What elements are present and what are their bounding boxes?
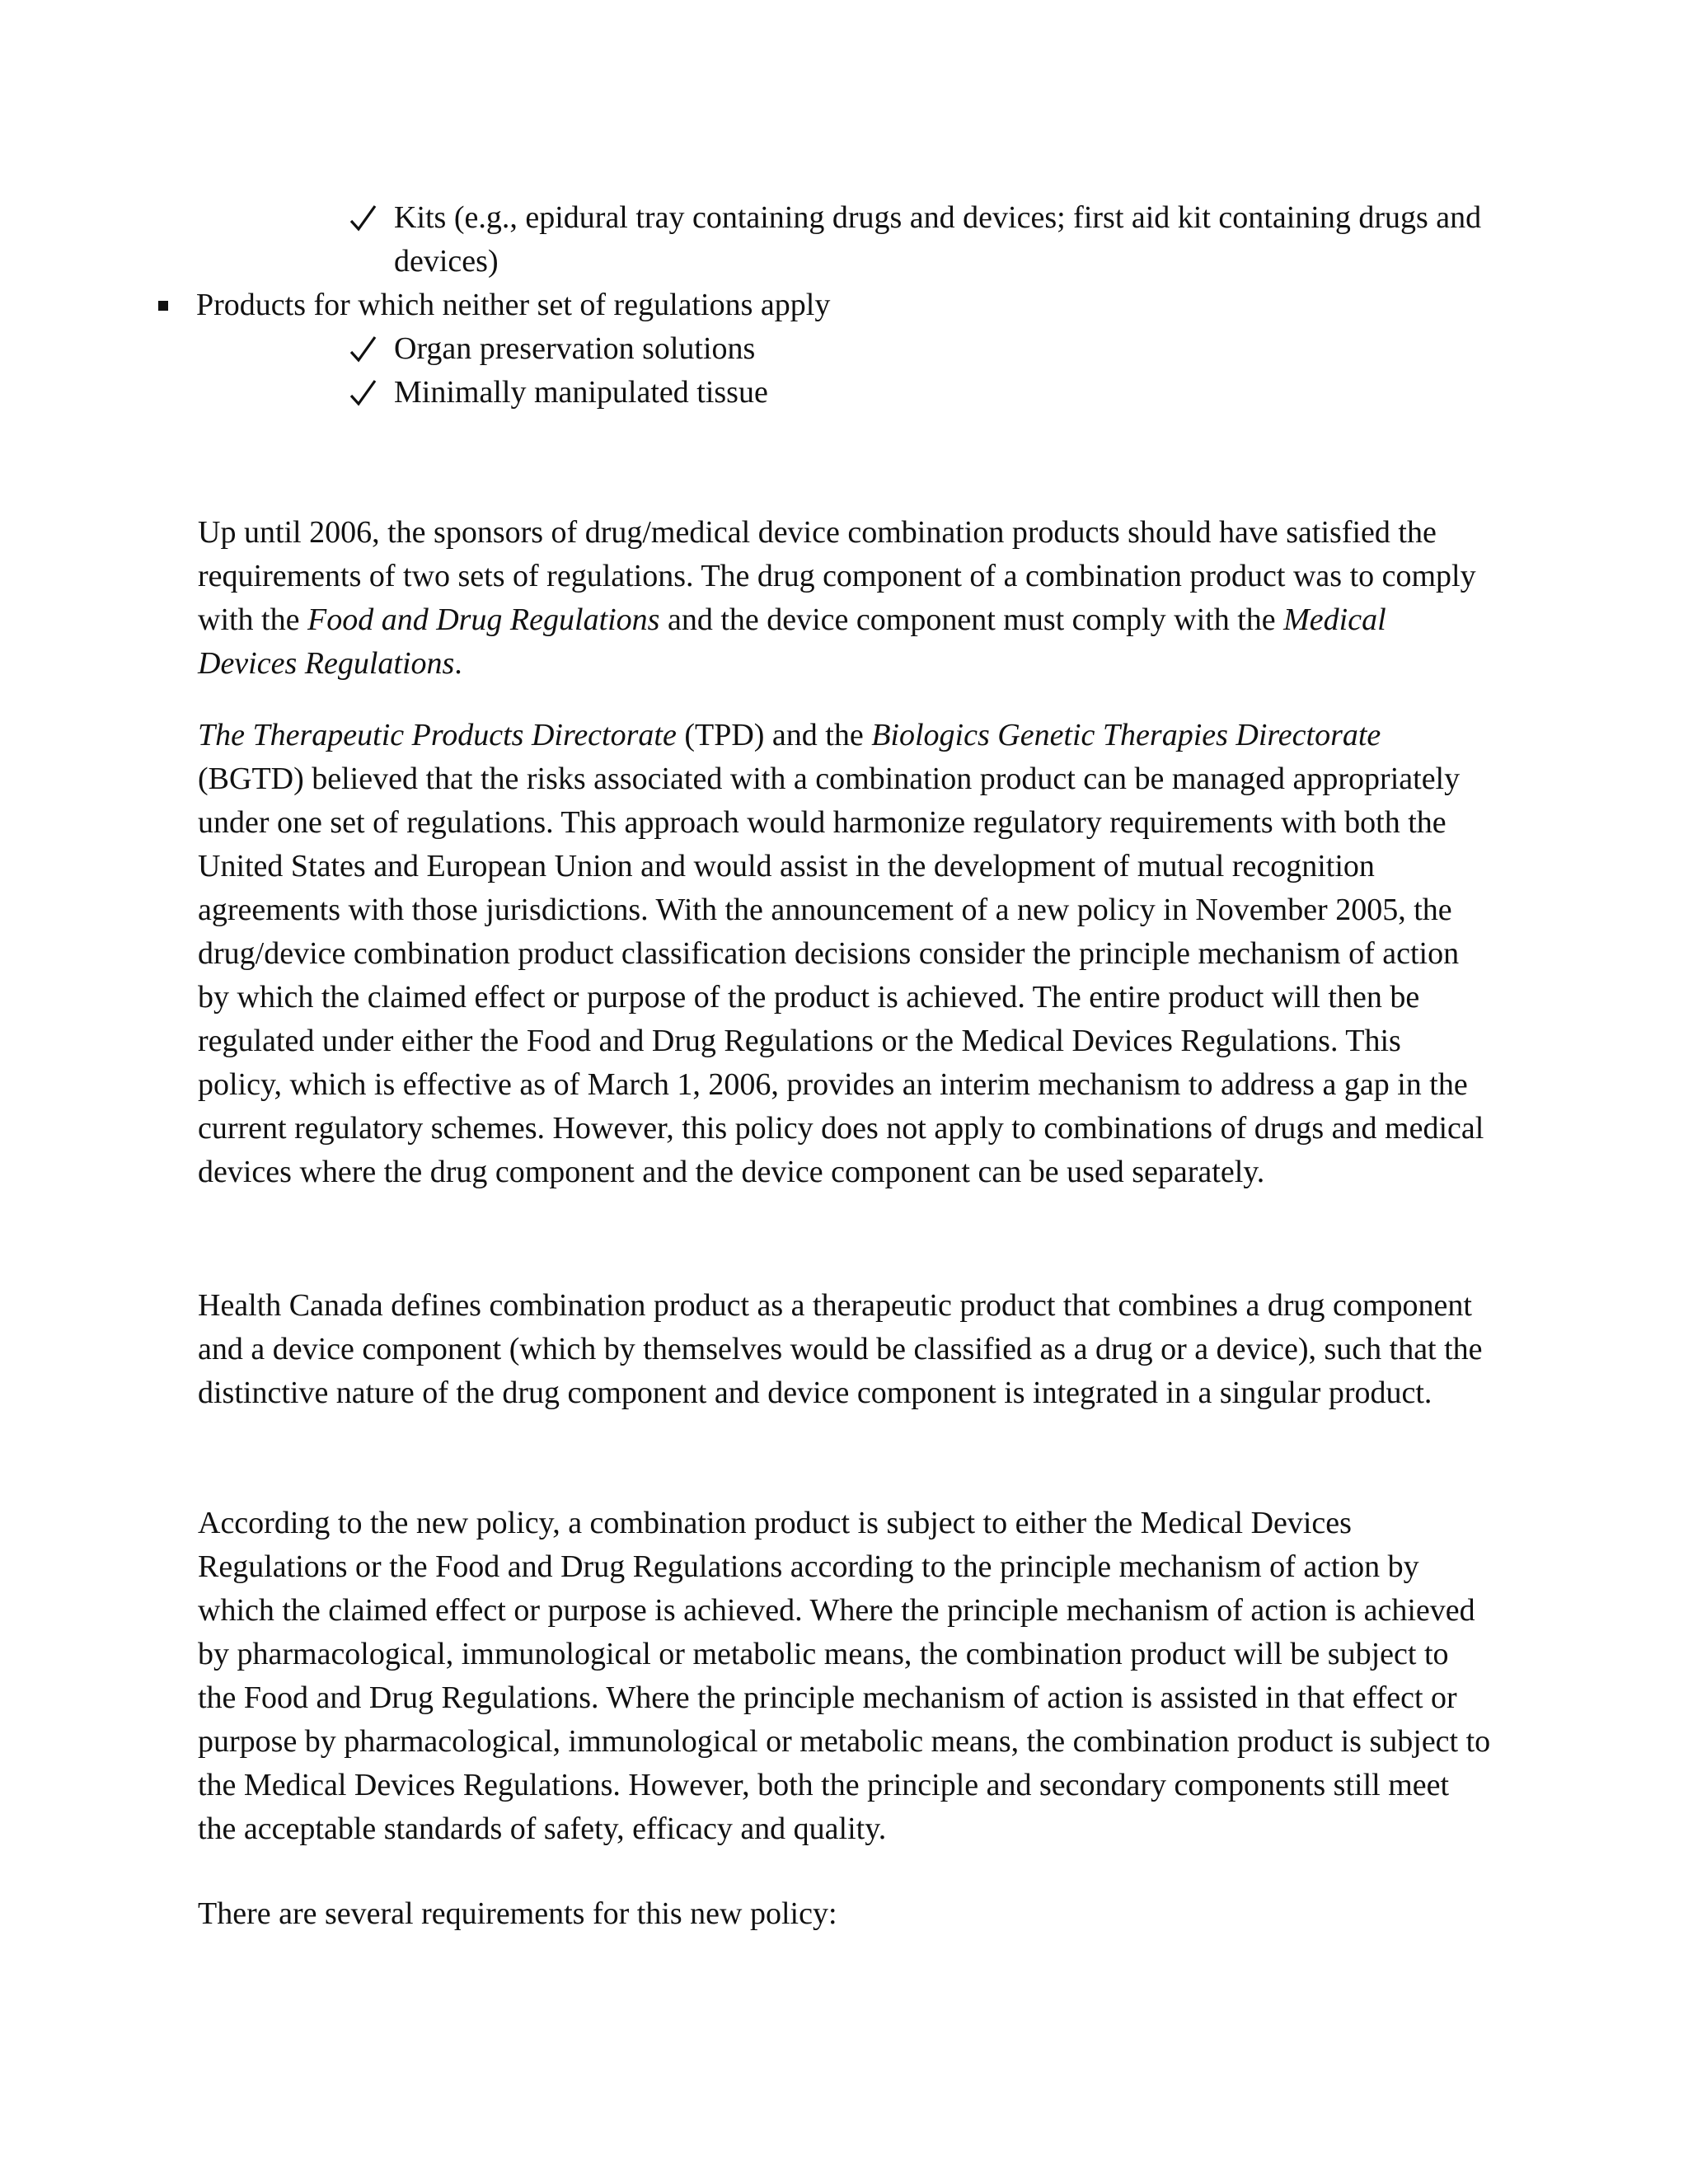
list-item-text: Minimally manipulated tissue: [394, 375, 768, 410]
italic-run: Food and Drug Regulations: [307, 602, 660, 637]
italic-run: Biologics Genetic Therapies Directorate: [871, 718, 1381, 752]
product-list: [196, 196, 1531, 415]
paragraph-requirements: There are several requirements for this new policy:: [198, 1896, 837, 1931]
list-item-text: Organ preservation solutions: [394, 331, 756, 366]
paragraph-policy: According to the new policy, a combination product is subject to either the Medical Devices Regulations or the Food and Drug Regulations according to the principle mechanism of action by which the claimed effect or purpose is achieved. Where the principle mechanism of action is achieved by pharmacological, immunological or metabolic means, the combination product will be subject to the Food and Drug Regulations. Where the principle mechanism of action is assisted in that effect or purpose by pharmacological, immunological or metabolic means, the combination product is subject to the Medical Devices Regulations. However, both the principle and secondary components still meet the acceptable standards of safety, efficacy and quality.: [198, 1506, 1491, 1846]
text-run: and the device component must comply with the: [659, 602, 1284, 637]
list-item-tissue: [295, 371, 1531, 415]
square-bullet-icon: [158, 301, 168, 311]
italic-run: Medical Devices Regulations: [198, 602, 1386, 681]
list-item-kits: [295, 196, 1531, 284]
paragraph-directorates: [198, 714, 1492, 1194]
list-item-neither: [196, 284, 1531, 327]
text-run: Up until 2006, the sponsors of drug/medical device combination products should have satisfied the requirements of two sets of regulations. The drug component of a combination product was to comply with the: [198, 515, 1476, 637]
paragraph-history: [198, 511, 1492, 686]
list-item-organ: [295, 327, 1531, 371]
checkmark-icon: [346, 196, 379, 240]
checkmark-icon: [346, 327, 379, 371]
text-run: .: [454, 646, 462, 681]
checkmark-icon: [346, 371, 379, 415]
paragraph-definition: Health Canada defines combination product as a therapeutic product that combines a drug component and a device component (which by themselves would be classified as a drug or a device), such that the distinctive nature of the drug component and device component is integrated in a singular product.: [198, 1288, 1483, 1410]
list-item-text: Kits (e.g., epidural tray containing drugs and devices; first aid kit containing drugs and devices): [394, 200, 1482, 279]
italic-run: The Therapeutic Products Directorate: [198, 718, 677, 752]
text-run: (BGTD) believed that the risks associated with a combination product can be managed appropriately under one set of regulations. This approach would harmonize regulatory requirements with both the United States and European Union and would assist in the development of mutual recognition agreements with those jurisdictions. With the announcement of a new policy in November 2005, the drug/device combination product classification decisions consider the principle mechanism of action by which the claimed effect or purpose of the product is achieved. The entire product will then be regulated under either the Food and Drug Regulations or the Medical Devices Regulations. This policy, which is effective as of March 1, 2006, provides an interim mechanism to address a gap in the current regulatory schemes. However, this policy does not apply to combinations of drugs and medical devices where the drug component and the device component can be used separately.: [198, 762, 1484, 1189]
text-run: (TPD) and the: [676, 718, 872, 752]
list-item-text: Products for which neither set of regulations apply: [196, 288, 831, 322]
